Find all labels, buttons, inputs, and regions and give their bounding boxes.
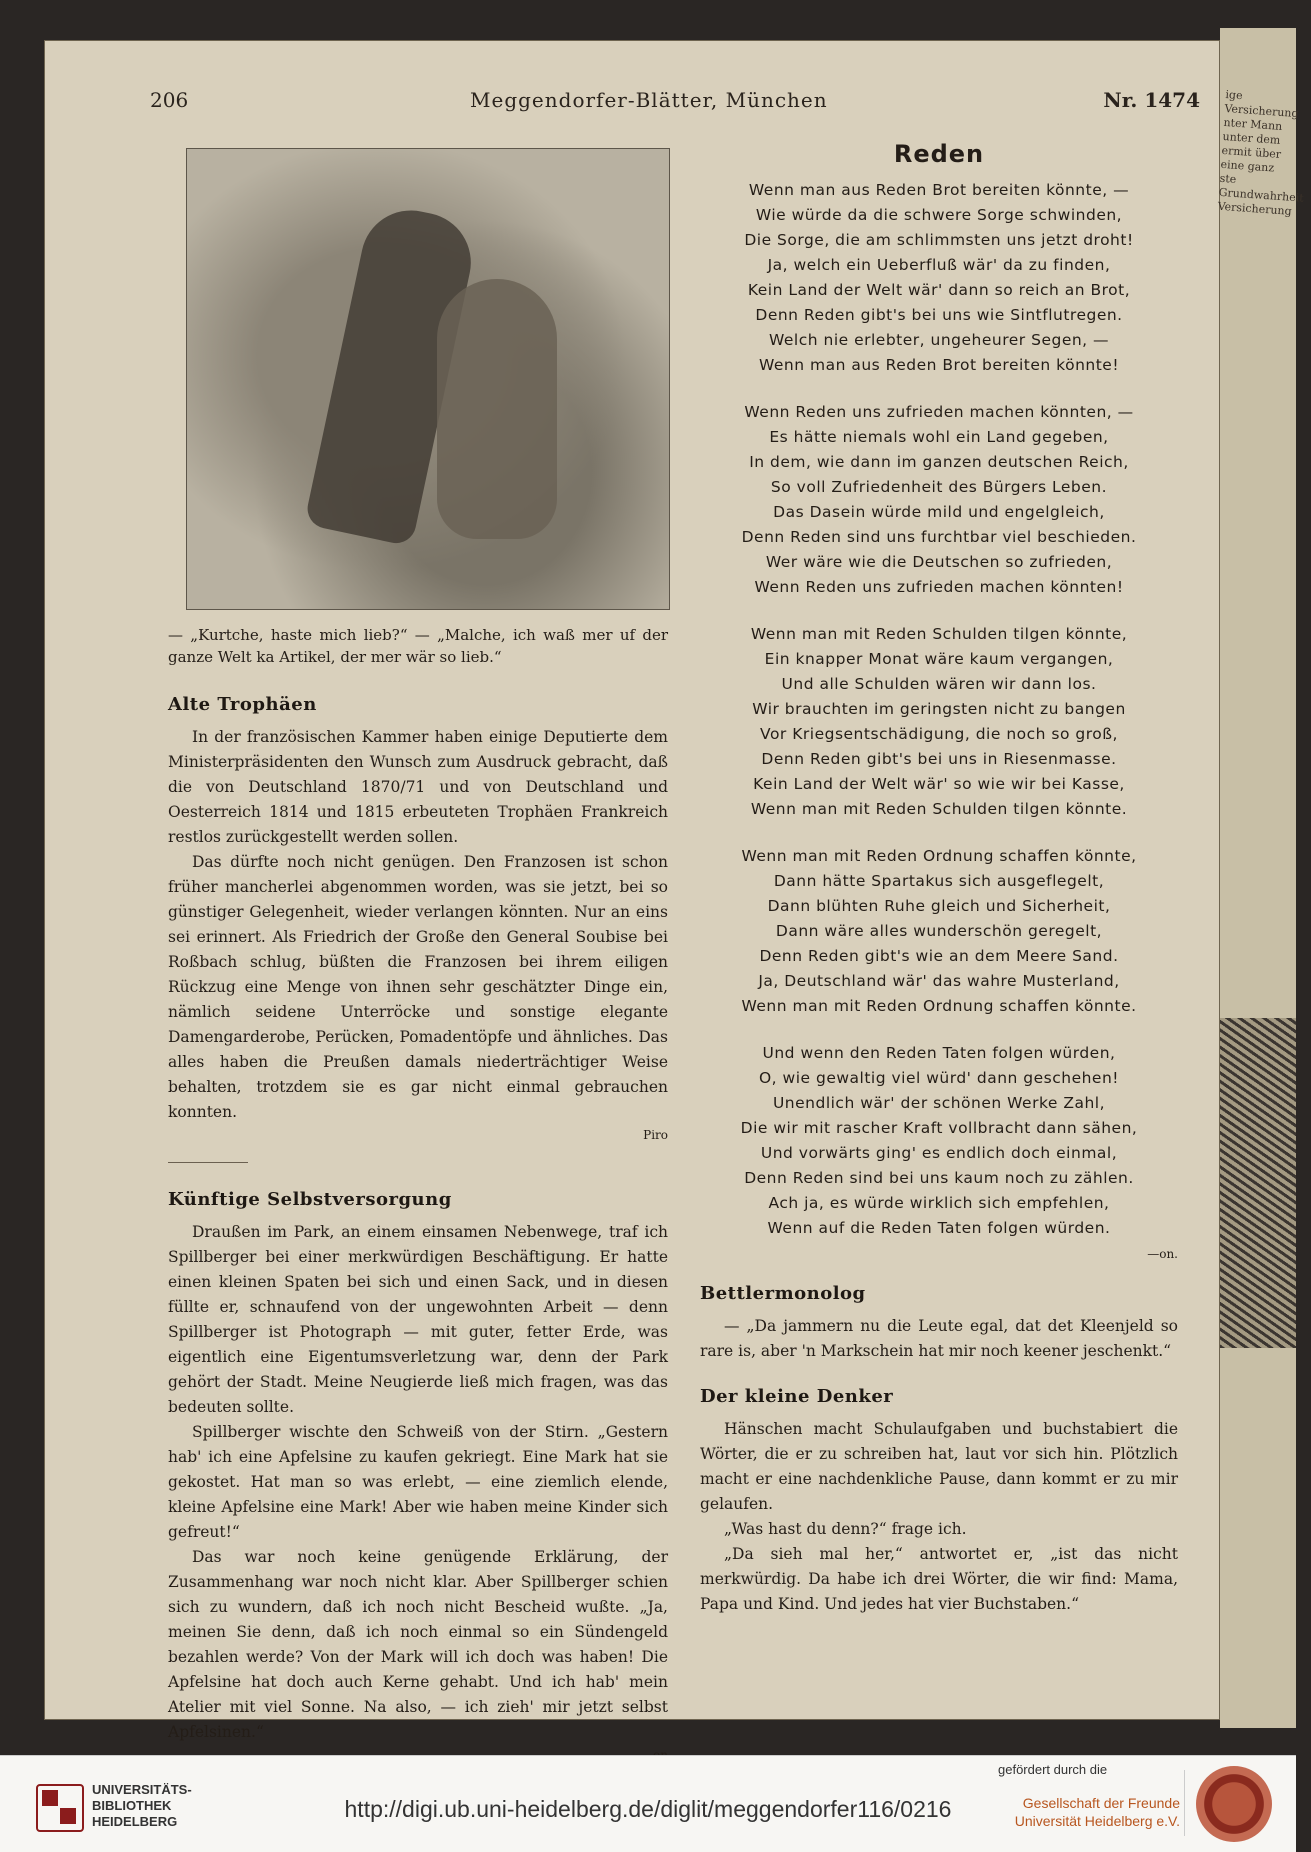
poem-line: Dann blühten Ruhe gleich und Sicherheit, <box>767 897 1111 915</box>
poem-stanza <box>700 622 1178 822</box>
left-column <box>168 148 668 1768</box>
poem-title: Reden <box>893 140 985 168</box>
poem-line: Vor Kriegsentschädigung, die noch so groß, <box>760 725 1118 743</box>
poem-line: Kein Land der Welt wär' so wie wir bei Kasse, <box>753 775 1125 793</box>
poem-line: Denn Reden gibt's bei uns wie Sintflutregen. <box>755 306 1123 324</box>
funded-by-label: gefördert durch die <box>998 1762 1108 1777</box>
page-header <box>150 88 1200 116</box>
facing-page-illustration <box>1220 1018 1296 1348</box>
article-paragraph: Das war noch keine genügende Erklärung, der Zusammenhang war noch nicht klar. Aber Spillberger schien sich zu wundern, daß ich noch nicht Bescheid wußte. „Ja, meinen Sie denn, daß ich noch einmal so ein Sündengeld bezahlen werde? Von der Mark will ich doch was haben! Die Apfelsine hat doch auch Kerne gehabt. Und ich hab' mein Atelier mit viel Sonne. Na also, — ich zieh' mir jetzt selbst Apfelsinen.“ <box>168 1548 668 1741</box>
facing-page-edge <box>1217 28 1305 1728</box>
poem-line: Wenn Reden uns zufrieden machen könnten, — <box>744 403 1134 421</box>
article-title-bettlermonolog: Bettlermonolog <box>700 1283 866 1304</box>
article-paragraph: Das dürfte noch nicht genügen. Den Franzosen ist schon früher mancherlei abgenommen worden, was sie jetzt, bei so günstiger Gelegenheit, wieder verlangen könnten. Nur an eins sei erinnert. Als Friedrich der Große den General Soubise bei Roßbach schlug, büßten die Franzosen bei ihrem eiligen Rückzug eine Menge von ihnen sehr geschätzter Dinge ein, nämlich seidene Unterröcke und sonstige elegante Damengarderobe, Perücken, Pomadentöpfe und ähnliches. Das alles haben die Preußen damals niederträchtiger Weise behalten, trotzdem sie es gar nicht einmal gebrauchen konnten. <box>168 853 668 1121</box>
article-paragraph: Draußen im Park, an einem einsamen Nebenwege, traf ich Spillberger bei einer merkwürdigen Beschäftigung. Er hatte einen kleinen Spaten bei sich und einen Sack, und in diesen füllte er, schnaufend von der ungewohnten Arbeit — denn Spillberger ist Photograph — mit guter, fetter Erde, was eigentlich eine Eigentumsverletzung war, denn der Park gehört der Stadt. Meine Neugierde ließ mich fragen, was das bedeuten sollte. <box>168 1223 668 1416</box>
poem-line: Wir brauchten im geringsten nicht zu bangen <box>752 700 1126 718</box>
poem-body <box>700 178 1178 1241</box>
poem-line: Das Dasein würde mild und engelgleich, <box>773 503 1105 521</box>
article-paragraph: Spillberger wischte den Schweiß von der Stirn. „Gestern hab' ich eine Apfelsine zu kaufen gekriegt. Eine Mark hat sie gekostet. Hat man so was erlebt, — eine ziemlich elende, kleine Apfelsine eine Mark! Aber wie haben meine Kinder sich gefreut!“ <box>168 1423 668 1541</box>
poem-line: Ach ja, es würde wirklich sich empfehlen, <box>768 1194 1110 1212</box>
poem-line: Wer wäre wie die Deutschen so zufrieden, <box>765 553 1113 571</box>
facing-page-text: ige Versicherung nter Mann unter dem ermit über eine ganz ste Grundwahrheit Versicherung <box>1217 88 1305 218</box>
poem-line: Und wenn den Reden Taten folgen würden, <box>762 1044 1116 1062</box>
viewer-footer <box>0 1755 1296 1852</box>
divider <box>168 1162 248 1163</box>
poem-stanza <box>700 400 1178 600</box>
article-signature: Piro <box>643 1128 668 1142</box>
article-title-alte-trophaeen: Alte Trophäen <box>168 694 317 715</box>
poem-line: Unendlich wär' der schönen Werke Zahl, <box>772 1094 1106 1112</box>
poem-line: Kein Land der Welt wär' dann so reich an Brot, <box>747 281 1131 299</box>
right-column <box>700 140 1178 1617</box>
poem-line: Wenn man mit Reden Schulden tilgen könnte, <box>750 625 1128 643</box>
article-paragraph: „Da sieh mal her,“ antwortet er, „ist das nicht merkwürdig. Da habe ich drei Wörter, die wir find: Mama, Papa und Kind. Und jedes hat vier Buchstaben.“ <box>700 1545 1178 1613</box>
poem-line: Dann hätte Spartakus sich ausgeflegelt, <box>773 872 1105 890</box>
magazine-title: Meggendorfer-Blätter, München <box>470 88 828 112</box>
poem-line: Wenn man aus Reden Brot bereiten könnte! <box>758 356 1120 374</box>
poem-line: Die wir mit rascher Kraft vollbracht dann sähen, <box>740 1119 1138 1137</box>
poem-line: Wenn auf die Reden Taten folgen würden. <box>767 1219 1111 1237</box>
poem-line: O, wie gewaltig viel würd' dann geschehen! <box>758 1069 1120 1087</box>
library-name: UNIVERSITÄTS- BIBLIOTHEK HEIDELBERG <box>92 1782 192 1829</box>
poem-line: Ja, welch ein Ueberfluß wär' da zu finden, <box>767 256 1111 274</box>
poem-line: Dann wäre alles wunderschön geregelt, <box>775 922 1103 940</box>
poem-line: Es hätte niemals wohl ein Land gegeben, <box>769 428 1109 446</box>
poem-stanza <box>700 178 1178 378</box>
dancing-couple-illustration <box>186 148 670 610</box>
page-number: 206 <box>150 88 189 112</box>
poem-line: Die Sorge, die am schlimmsten uns jetzt droht! <box>744 231 1134 249</box>
poem-stanza <box>700 844 1178 1019</box>
article-paragraph: In der französischen Kammer haben einige Deputierte dem Ministerpräsidenten den Wunsch zum Ausdruck gebracht, daß die von Deutschland 1870/71 und von Deutschland und Oesterreich 1814 und 1815 erbeuteten Trophäen Frankreich restlos zurückgestellt werden sollen. <box>168 728 668 846</box>
poem-line: So voll Zufriedenheit des Bürgers Leben. <box>770 478 1108 496</box>
poem-line: Wenn man aus Reden Brot bereiten könnte, — <box>748 181 1130 199</box>
poem-line: Welch nie erlebter, ungeheurer Segen, — <box>768 331 1110 349</box>
permalink-url[interactable]: http://digi.ub.uni-heidelberg.de/diglit/meggendorfer116/0216 <box>344 1796 952 1822</box>
article-paragraph: „Was hast du denn?“ frage ich. <box>724 1520 967 1538</box>
poem-line: Und alle Schulden wären wir dann los. <box>781 675 1097 693</box>
poem-line: Wenn man mit Reden Ordnung schaffen könnte. <box>741 997 1137 1015</box>
issue-number: Nr. 1474 <box>1103 88 1200 112</box>
poem-line: Denn Reden gibt's bei uns in Riesenmasse. <box>761 750 1117 768</box>
poem-line: In dem, wie dann im ganzen deutschen Reich, <box>749 453 1129 471</box>
poem-line: Wie würde da die schwere Sorge schwinden, <box>755 206 1123 224</box>
poem-line: Und vorwärts ging' es endlich doch einmal, <box>760 1144 1118 1162</box>
poem-line: Wenn Reden uns zufrieden machen könnten! <box>754 578 1124 596</box>
poem-line: Denn Reden sind bei uns kaum noch zu zählen. <box>744 1169 1134 1187</box>
article-paragraph: Hänschen macht Schulaufgaben und buchstabiert die Wörter, die er zu schreiben hat, laut vor sich hin. Plötzlich macht er eine nachdenkliche Pause, dann kommt er zu mir gelaufen. <box>700 1420 1178 1513</box>
poem-line: Wenn man mit Reden Ordnung schaffen könnte, <box>741 847 1137 865</box>
university-seal-icon <box>1196 1766 1272 1842</box>
poem-line: Denn Reden sind uns furchtbar viel beschieden. <box>741 528 1137 546</box>
poem-line: Denn Reden gibt's wie an dem Meere Sand. <box>759 947 1119 965</box>
poem-line: Wenn man mit Reden Schulden tilgen könnte. <box>750 800 1128 818</box>
illustration-caption: — „Kurtche, haste mich lieb?“ — „Malche, ich waß mer uf der ganze Welt ka Artikel, der mer wär so lieb.“ <box>168 626 668 666</box>
illustration-woman-figure <box>437 279 557 539</box>
poem-signature: —on. <box>1147 1247 1178 1261</box>
article-paragraph: — „Da jammern nu die Leute egal, dat det Kleenjeld so rare is, aber 'n Markschein hat mir noch keener jeschenkt.“ <box>700 1317 1178 1360</box>
sponsor-name: Gesellschaft der Freunde Universität Heidelberg e.V. <box>1014 1795 1180 1829</box>
article-title-der-kleine-denker: Der kleine Denker <box>700 1386 894 1407</box>
poem-line: Ein knapper Monat wäre kaum vergangen, <box>764 650 1114 668</box>
poem-stanza <box>700 1041 1178 1241</box>
poem-line: Ja, Deutschland wär' das wahre Musterland, <box>758 972 1120 990</box>
article-title-kuenftige-selbstversorgung: Künftige Selbstversorgung <box>168 1189 452 1210</box>
footer-divider <box>1184 1770 1185 1836</box>
